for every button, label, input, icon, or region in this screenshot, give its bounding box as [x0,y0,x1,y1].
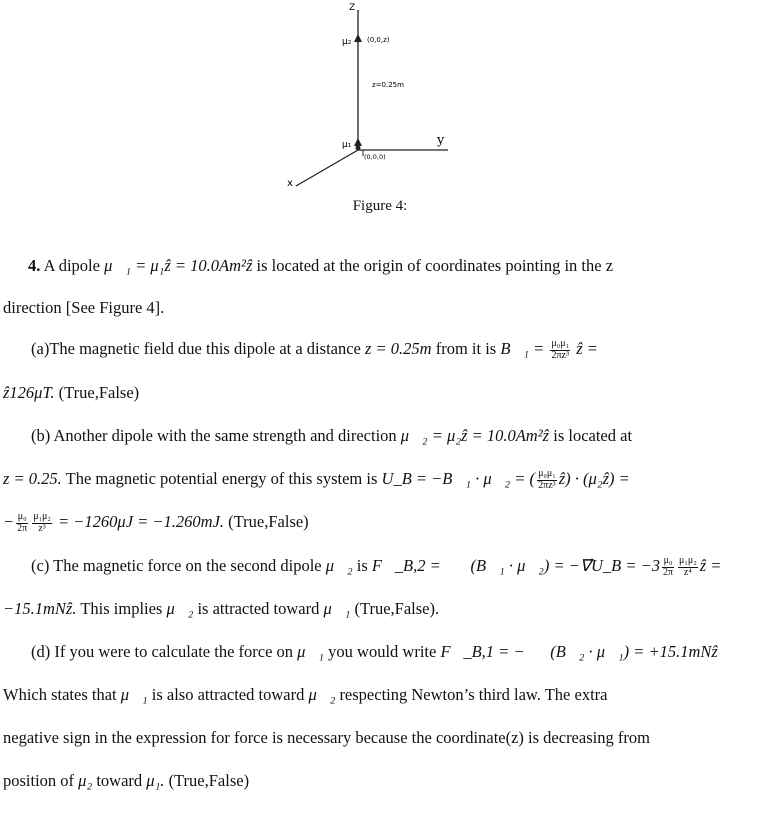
part-b-line2 [3,469,630,491]
part-b-eq6: = −1260μJ = −1.260mJ. [58,512,225,531]
intro-text-b: is located at the origin of coordinates pointing in the z [256,256,614,275]
part-d-text5: respecting Newton’s third law. The extra [339,685,608,704]
part-a-eq3: ẑ = [576,339,598,358]
problem-number: 4. [28,256,41,275]
part-b-frac3-num: μ₁μ₂ [33,511,51,523]
part-d-text6: negative sign in the expression for force is necessary because the coordinate(z) is decreasing from [3,728,650,747]
mu2-coord: (0,0,z) [367,36,390,44]
part-b-eq1: μ⃗₂ = μ₂ẑ = 10.0Am²ẑ [400,426,550,445]
part-b-fraction3 [32,512,52,534]
part-b-frac3-den: z³ [38,522,46,534]
part-b-text3: The magnetic potential energy of this system is [65,469,378,488]
mu1-arrow [354,138,362,146]
part-d-eq3: μ⃗₁ [120,685,148,704]
problem-intro-line2 [3,298,164,318]
part-b-eq2: z = 0.25. [3,469,62,488]
mu1-coord: (0,0,0) [364,153,386,161]
part-b-frac2-den: 2π [17,522,28,534]
part-c-line2 [3,599,439,619]
part-a-eq2: B⃗₁ = [500,339,545,358]
part-a-line2 [3,383,139,403]
dipole-figure [0,0,760,230]
part-a-true-false: (True,False) [58,383,140,402]
part-c-eq5: μ⃗₂ [166,599,194,618]
part-c-eq2: F⃗_B,2 = ∇⃗(B⃗₁ · μ⃗₂) = −∇⃗U_B = −3 [371,556,660,575]
intro-text-a: A dipole [43,256,100,275]
part-a-frac-den: 2πz³ [551,349,569,361]
part-a-line1 [31,339,598,361]
part-b-fraction2 [16,512,28,534]
part-d-text4: is also attracted toward [151,685,305,704]
part-b-text1: (b) Another dipole with the same strength and direction [31,426,397,445]
part-c-line1 [31,556,721,578]
part-c-text4: is attracted toward [197,599,320,618]
part-d-eq2: F⃗_B,1 = −∇⃗(B⃗₂ · μ⃗₁) = +15.1mNẑ [440,642,718,661]
intro-equation: μ⃗₁ = μ₁ẑ = 10.0Am²ẑ [104,256,253,275]
part-d-text8: toward [96,771,143,790]
part-b-fraction1 [537,469,557,491]
part-d-line2 [3,685,607,705]
x-axis-line [296,150,358,186]
part-d-eq1: μ⃗₁ [297,642,325,661]
part-a-text2: from it is [435,339,497,358]
part-a-eq1: z = 0.25m [365,339,432,358]
part-d-eq4: μ⃗₂ [308,685,336,704]
mu2-dot [356,38,361,43]
part-c-eq3: ẑ = [699,556,722,575]
part-c-text1: (c) The magnetic force on the second dipole [31,556,322,575]
part-c-text3: This implies [80,599,163,618]
distance-label: z=0.25m [372,81,404,89]
part-c-text2: is [356,556,368,575]
part-b-frac1-den: 2πz³ [538,479,556,491]
part-b-eq3: U_B = −B⃗₁ · μ⃗₂ = ( [381,469,536,488]
part-a-text1: (a)The magnetic field due this dipole at a distance [31,339,361,358]
x-axis-label: x [287,178,293,189]
part-d-line4 [3,771,249,791]
part-d-text3: Which states that [3,685,117,704]
part-d-line1 [31,642,718,662]
part-d-true-false: (True,False) [168,771,250,790]
mu1-dot [356,146,361,151]
mu1-label: μ₁ [342,140,352,150]
part-a-fraction [550,339,570,361]
intro-text-c: direction [See Figure 4]. [3,298,165,317]
part-d-line3 [3,728,650,748]
part-d-eq5: μ₂ [78,771,93,790]
part-a-frac-num: μ₀μ₁ [551,338,570,350]
mu2-label: μ₂ [342,37,352,47]
part-c-frac2-den: z⁴ [683,566,692,578]
part-c-frac2-num: μ₁μ₂ [679,555,697,567]
part-b-line1 [31,426,632,446]
part-c-eq4: −15.1mNẑ. [3,599,77,618]
part-b-line3 [3,512,309,534]
part-b-text2: is located at [553,426,633,445]
part-c-eq6: μ⃗₁ [323,599,351,618]
part-c-fraction2 [678,556,698,578]
part-c-true-false: (True,False). [354,599,440,618]
part-c-fraction1 [662,556,674,578]
part-d-text7: position of [3,771,75,790]
part-d-text2: you would write [328,642,437,661]
part-b-frac1-num: μ₀μ₁ [538,468,556,480]
part-d-text1: (d) If you were to calculate the force on [31,642,294,661]
part-b-eq4: ẑ) · (μ₂ẑ) = [558,469,630,488]
y-axis-label: y [437,133,445,148]
part-a-eq4: ẑ126μT. [3,383,55,402]
part-c-eq1: μ⃗₂ [325,556,353,575]
z-axis-label: Z [349,3,356,13]
part-d-eq6: μ₁. [146,771,165,790]
problem-intro-line1 [28,256,613,276]
part-c-frac1-den: 2π [662,566,674,578]
part-b-true-false: (True,False) [228,512,309,531]
figure-caption: Figure 4: [352,198,408,214]
part-b-frac2-num: μ₀ [17,511,27,523]
part-c-frac1-num: μ₀ [663,555,673,567]
part-b-eq5-prefix: − [3,512,15,531]
